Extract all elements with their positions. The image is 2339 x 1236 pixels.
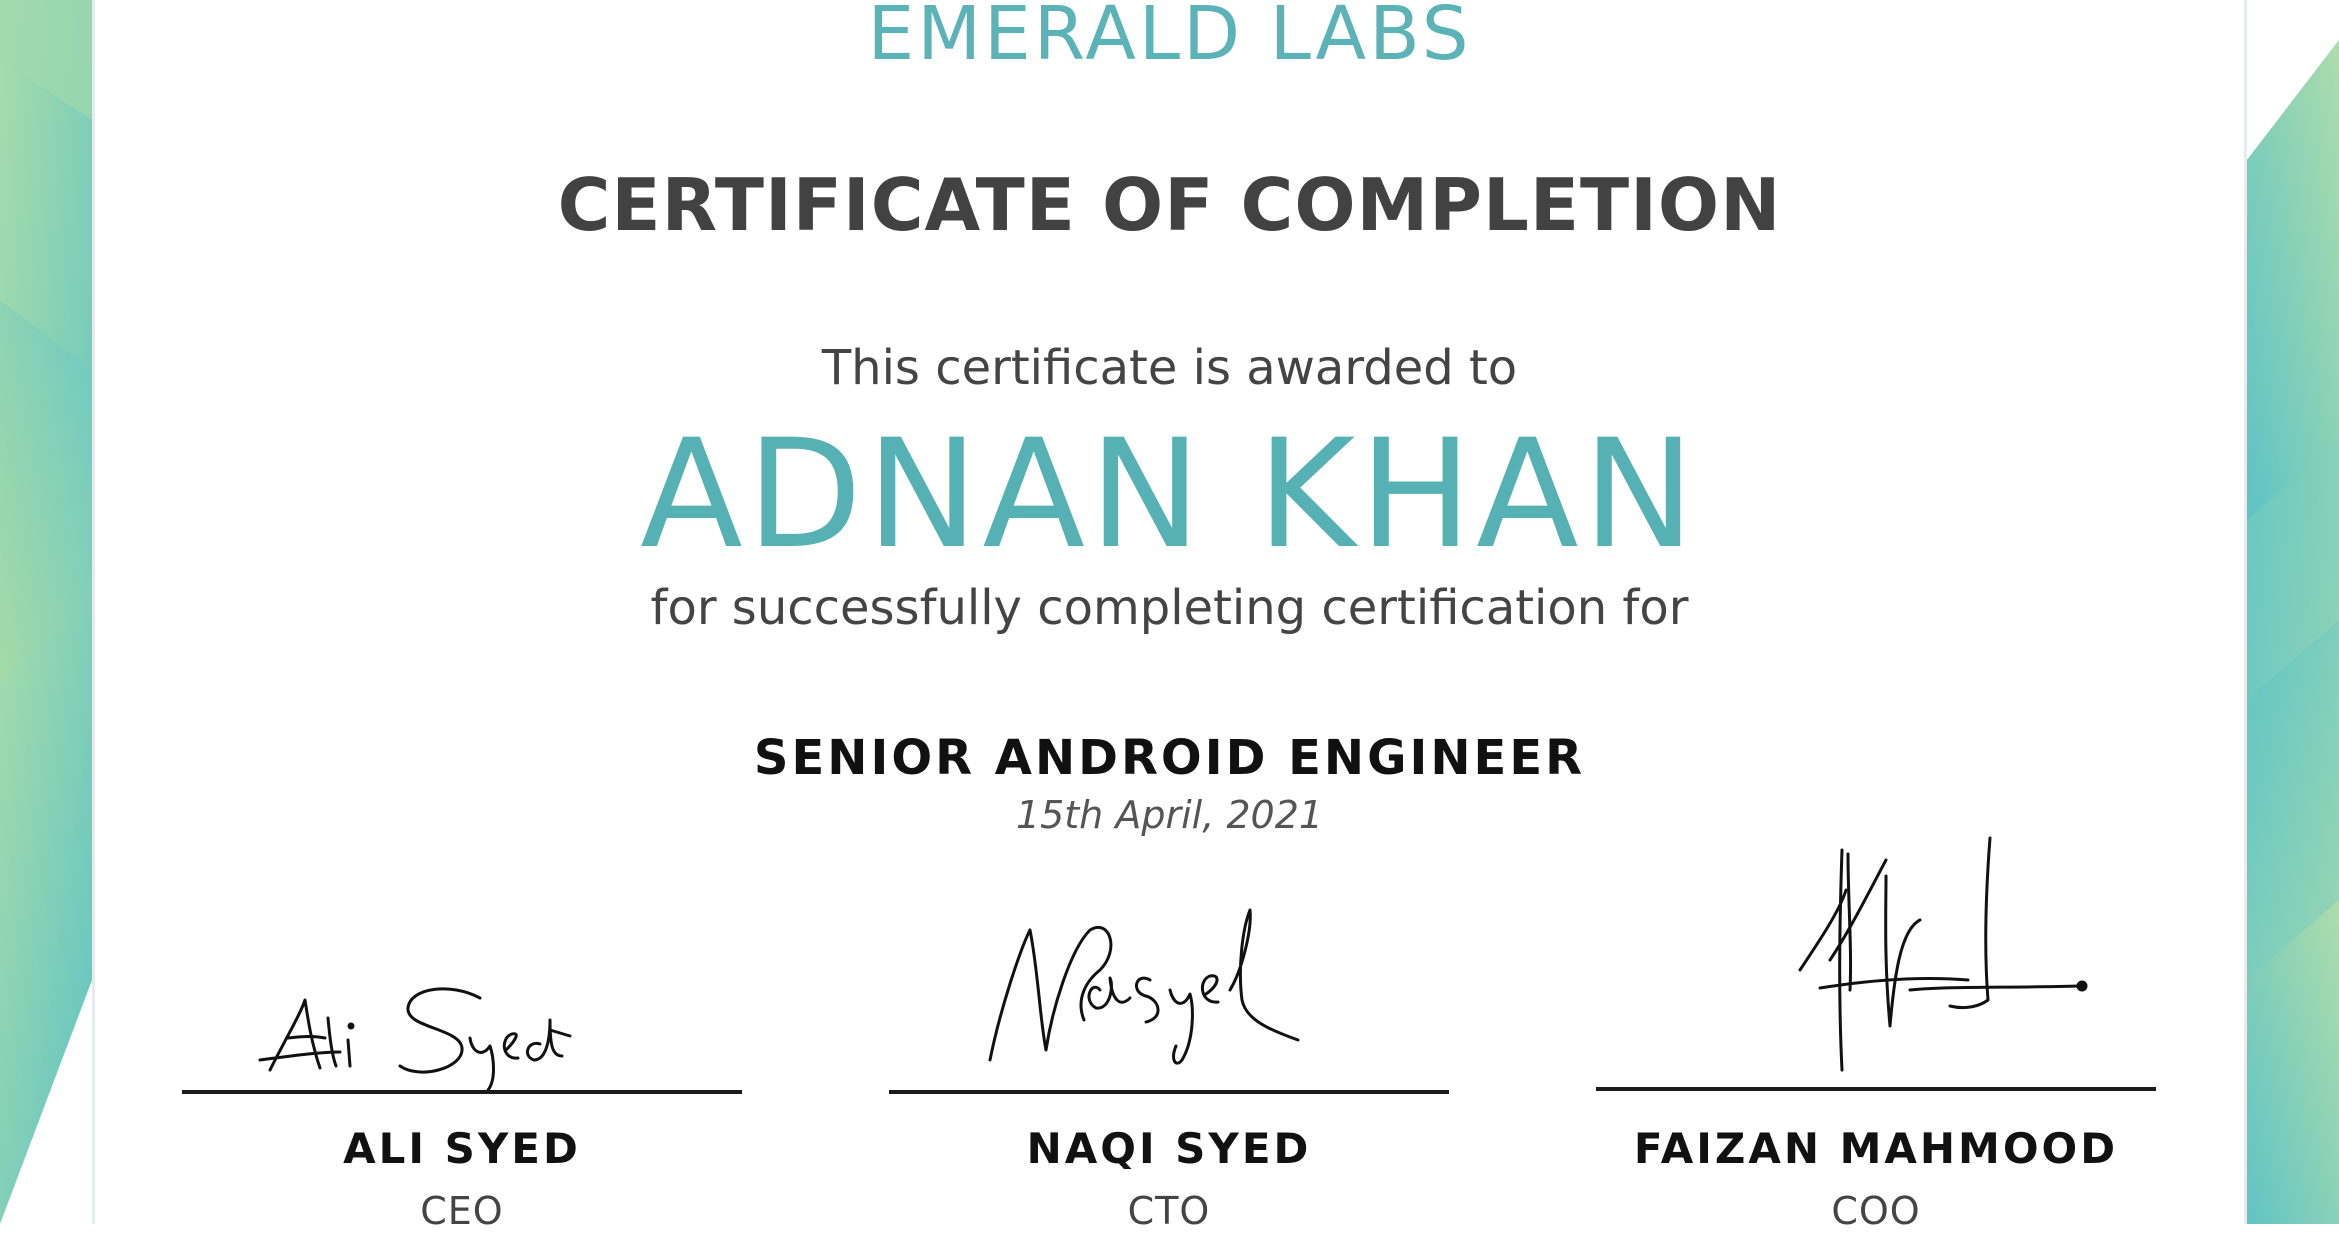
recipient-name: ADNAN KHAN	[640, 408, 1699, 582]
signatory-coo	[1596, 1122, 2156, 1236]
signatory-role: COO	[1831, 1189, 1921, 1233]
signatory-name: NAQI SYED	[1026, 1124, 1312, 1173]
course-title: SENIOR ANDROID ENGINEER	[753, 730, 1586, 786]
signature-ali-syed	[250, 960, 610, 1090]
signature-line-ceo	[182, 1090, 742, 1094]
company-name: EMERALD LABS	[867, 0, 1472, 77]
certificate-date: 15th April, 2021	[1015, 793, 1324, 837]
signature-naqi-syed	[980, 890, 1320, 1080]
signature-line-coo	[1596, 1087, 2156, 1091]
signatory-cto	[889, 1122, 1449, 1236]
signatory-ceo	[182, 1122, 742, 1236]
awarded-intro-text: This certificate is awarded to	[821, 340, 1518, 396]
signature-faizan-mahmood	[1790, 830, 2100, 1080]
signatory-name: FAIZAN MAHMOOD	[1633, 1124, 2119, 1173]
reason-text: for successfully completing certification for	[650, 580, 1689, 636]
signatory-role: CEO	[420, 1189, 504, 1233]
signature-line-cto	[889, 1090, 1449, 1094]
certificate-title: CERTIFICATE OF COMPLETION	[557, 163, 1782, 247]
signatory-name: ALI SYED	[343, 1124, 581, 1173]
signatory-role: CTO	[1127, 1189, 1211, 1233]
